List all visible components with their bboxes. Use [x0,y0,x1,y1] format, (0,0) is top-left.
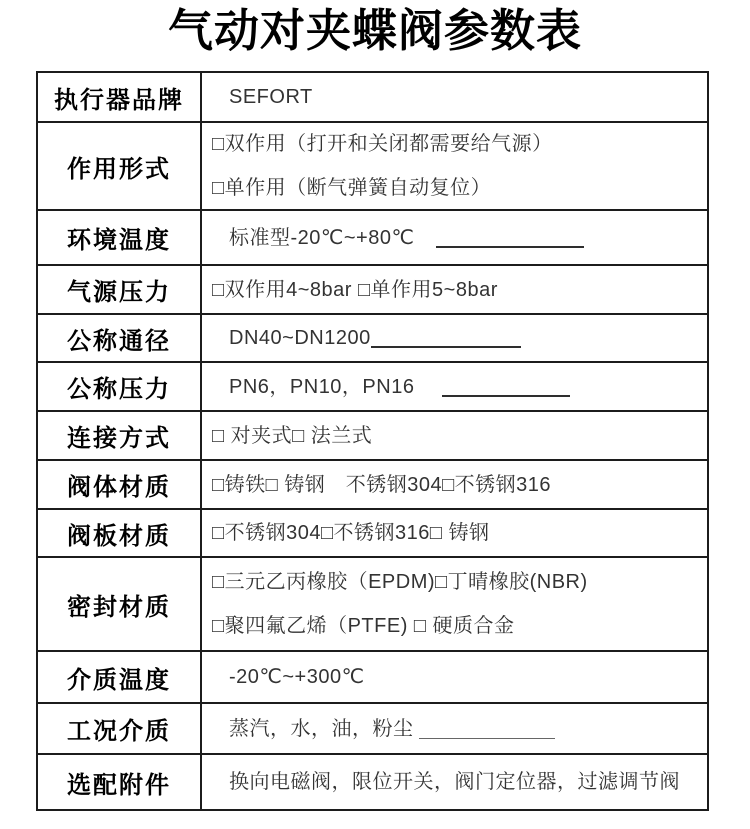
value-text: □双作用4~8bar □单作用5~8bar [212,278,498,301]
row-label: 工况介质 [67,718,171,745]
table-row [37,72,708,122]
value-text: 标准型-20℃~+80℃ [229,226,415,249]
value-line [212,225,701,251]
table-row [37,460,708,509]
value-line [212,84,701,110]
table-row [37,754,708,810]
row-label: 阀体材质 [67,474,171,501]
row-label-cell [37,314,201,362]
table-row [37,509,708,557]
row-value [201,460,708,509]
table-row [37,265,708,314]
table-row [37,651,708,703]
parameter-table [36,71,709,811]
table-row [37,122,708,210]
row-label: 公称压力 [67,376,171,403]
value-line [212,664,701,690]
value-line [212,472,701,498]
row-label: 选配附件 [67,771,171,799]
blank-fill-line [436,232,584,248]
table-row [37,703,708,754]
row-label: 阀板材质 [67,522,171,550]
row-label-cell [37,651,201,703]
row-label-cell [37,703,201,754]
value-text: PN6，PN10，PN16 [229,375,415,398]
row-label: 连接方式 [67,425,171,452]
value-line [212,175,701,201]
value-text: □双作用（打开和关闭都需要给气源） [212,133,553,155]
table-row [37,314,708,362]
row-value [201,210,708,265]
value-text: □铸铁□ 铸钢 不锈钢304□不锈钢316 [212,473,552,496]
row-value [201,72,708,122]
value-line [212,131,701,157]
row-label-cell [37,460,201,509]
row-label-cell [37,754,201,810]
row-label-cell [37,509,201,557]
row-label: 执行器品牌 [54,86,184,114]
value-text: 换向电磁阀，限位开关，阀门定位器，过滤调节阀 [229,771,680,793]
value-text: DN40~DN1200 [229,327,371,349]
row-label: 公称通径 [67,327,171,355]
row-label-cell [37,265,201,314]
row-value [201,651,708,703]
table-row [37,210,708,265]
row-value [201,265,708,314]
value-line [212,769,701,795]
row-label: 介质温度 [67,666,171,694]
row-label-cell [37,362,201,411]
value-line [212,520,701,546]
table-row [37,362,708,411]
row-value [201,509,708,557]
row-value [201,557,708,651]
row-label-cell [37,72,201,122]
value-line [212,569,701,595]
row-value [201,314,708,362]
row-label: 环境温度 [67,227,171,254]
row-value [201,122,708,210]
parameter-table-body [37,72,708,810]
row-label: 密封材质 [67,593,171,621]
value-text: □ 对夹式□ 法兰式 [212,424,373,447]
table-row [37,411,708,460]
spec-sheet [0,4,750,829]
value-text: □三元乙丙橡胶（EPDM)□丁晴橡胶(NBR) [212,571,588,593]
value-text: □单作用（断气弹簧自动复位） [212,177,492,199]
row-label-cell [37,411,201,460]
row-label-cell [37,122,201,210]
page-title: 气动对夹蝶阀参数表 [167,5,582,56]
value-line [212,325,701,351]
value-line [212,716,701,742]
row-label: 气源压力 [67,279,171,306]
blank-fill-line [419,724,555,739]
value-text: 蒸汽，水，油，粉尘 [229,717,414,740]
row-label-cell [37,210,201,265]
value-line [212,423,701,449]
row-value [201,703,708,754]
value-line [212,374,701,400]
value-line [212,277,701,303]
table-row [37,557,708,651]
blank-fill-line [371,332,521,348]
row-value [201,362,708,411]
row-value [201,411,708,460]
value-text: □聚四氟乙烯（PTFE) □ 硬质合金 [212,615,515,637]
value-text: □不锈钢304□不锈钢316□ 铸钢 [212,522,490,544]
value-text: -20℃~+300℃ [229,666,365,688]
value-line [212,613,701,639]
row-label: 作用形式 [67,155,171,183]
blank-fill-line [442,381,570,397]
row-value [201,754,708,810]
value-text: SEFORT [229,86,313,108]
row-label-cell [37,557,201,651]
